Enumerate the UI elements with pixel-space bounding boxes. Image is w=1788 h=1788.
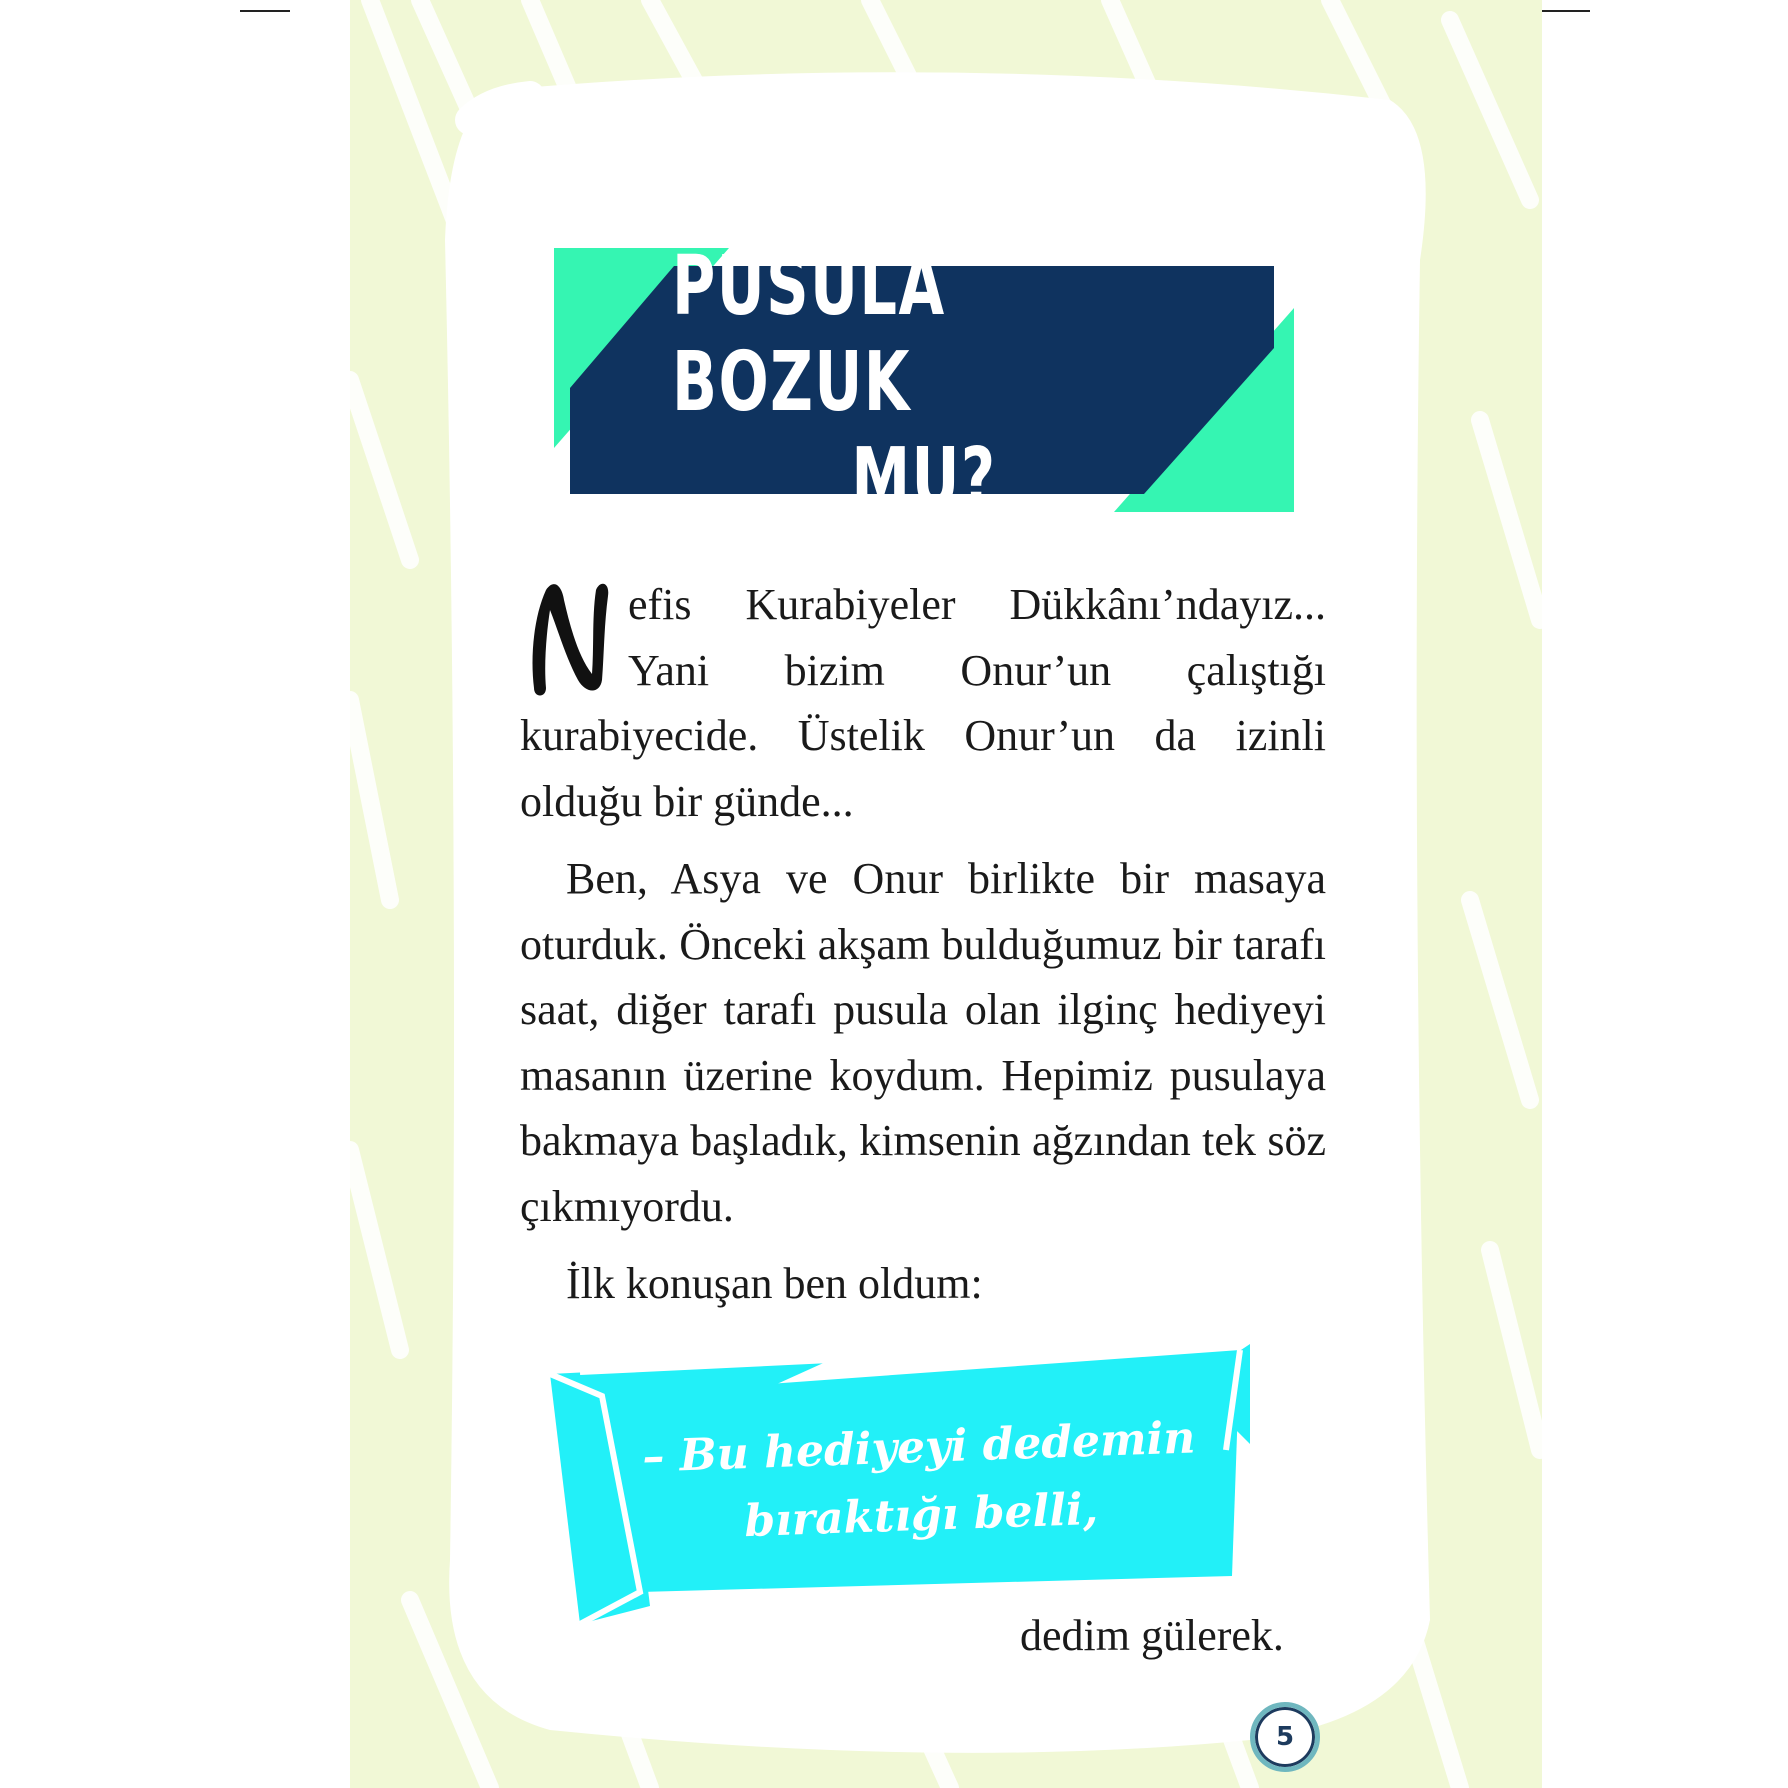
crop-mark-left (240, 10, 290, 12)
speech-ribbon (550, 1344, 1250, 1634)
closing-text: dedim gülerek. (1020, 1611, 1284, 1660)
paragraph-1-text: efis Kurabiyeler Dükkânı’ndayız... Yani bizim Onur’un çalıştığı kurabiyecide. Üstelik Onur’un da izinli olduğu bir günde... (520, 580, 1326, 826)
page-number: 5 (1250, 1702, 1320, 1772)
paragraph-1 (520, 572, 1326, 834)
speech-line-1: – Bu hediyeyi dedemin (641, 1412, 1197, 1483)
chapter-title-line2: MU? (851, 431, 997, 526)
crop-mark-right (1540, 10, 1590, 12)
chapter-title-banner (554, 239, 1294, 526)
chapter-title (672, 239, 1176, 526)
dropcap-n-letter (520, 576, 616, 700)
body-text (520, 572, 1326, 1317)
paragraph-2: Ben, Asya ve Onur birlikte bir masaya oturduk. Önceki akşam bulduğumuz bir tarafı saat, diğer tarafı pusula olan ilginç hediyeyi masanın üzerine koydum. Hepimiz pusulaya bakmaya başladık, kimsenin ağzından tek söz çıkmıyordu. (520, 854, 1326, 1231)
speech-line-2: bıraktığı belli, (743, 1483, 1099, 1548)
book-page (350, 0, 1542, 1788)
chapter-title-line1: PUSULA BOZUK (672, 239, 946, 430)
speech-text (638, 1404, 1202, 1559)
paragraph-3: İlk konuşan ben oldum: (566, 1259, 983, 1308)
